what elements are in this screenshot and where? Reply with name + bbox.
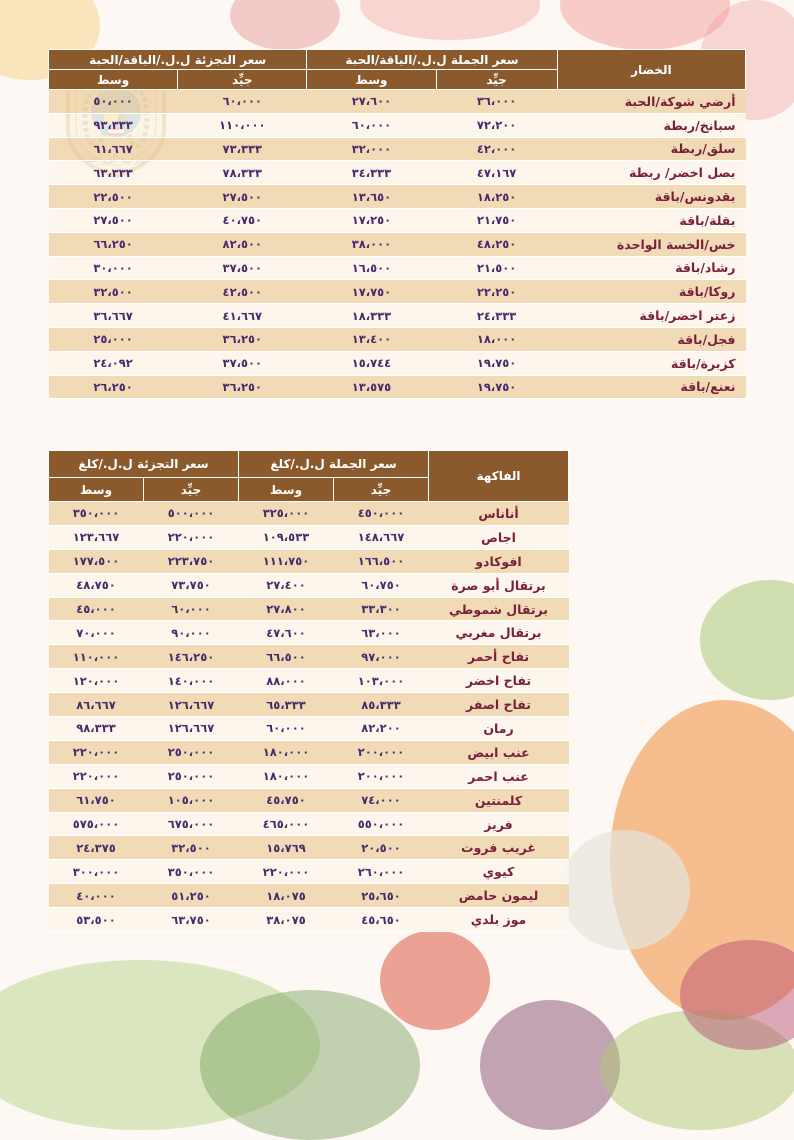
wholesale-good-price: ١٩،٧٥٠ (436, 375, 557, 399)
retail-avg-price: ١٢٣،٦٦٧ (49, 525, 144, 549)
wholesale-good-price: ٣٣،٣٠٠ (334, 597, 429, 621)
table-row (49, 788, 569, 812)
table-row (49, 884, 569, 908)
item-name: موز بلدي (429, 908, 569, 932)
table-row (49, 113, 746, 137)
retail-good-price: ٣٦،٢٥٠ (178, 375, 307, 399)
retail-good-price: ٢٥٠،٠٠٠ (144, 764, 239, 788)
wholesale-avg-price: ١٧،٧٥٠ (307, 280, 436, 304)
table-row (49, 137, 746, 161)
table-row (49, 90, 746, 114)
item-name: أناناس (429, 502, 569, 526)
table-row (49, 645, 569, 669)
item-name: تفاح اخضر (429, 669, 569, 693)
item-name: افوكادو (429, 549, 569, 573)
table-row (49, 812, 569, 836)
item-name: تفاح اصفر (429, 693, 569, 717)
wholesale-good-price: ٩٧،٠٠٠ (334, 645, 429, 669)
item-name: برتقال مغربي (429, 621, 569, 645)
retail-good-price: ٣٢،٥٠٠ (144, 836, 239, 860)
item-name: بقلة/باقة (557, 208, 745, 232)
table-row (49, 525, 569, 549)
table-row (49, 693, 569, 717)
wholesale-good-price: ٢٠٠،٠٠٠ (334, 740, 429, 764)
retail-good-price: ٧٣،٧٥٠ (144, 573, 239, 597)
wholesale-good-price: ٤٥٠،٠٠٠ (334, 502, 429, 526)
wholesale-avg-price: ١٧،٢٥٠ (307, 208, 436, 232)
veg-header-retail-avg: وسط (49, 70, 178, 90)
retail-good-price: ٣٦،٢٥٠ (178, 327, 307, 351)
table-row (49, 208, 746, 232)
wholesale-avg-price: ٢٢٠،٠٠٠ (239, 860, 334, 884)
retail-avg-price: ٢٥،٠٠٠ (49, 327, 178, 351)
table-row (49, 502, 569, 526)
table-row (49, 836, 569, 860)
table-row (49, 256, 746, 280)
table-row (49, 351, 746, 375)
fruits-price-table (48, 450, 569, 932)
retail-avg-price: ٦١،٧٥٠ (49, 788, 144, 812)
retail-good-price: ٨٢،٥٠٠ (178, 232, 307, 256)
table-row (49, 549, 569, 573)
vegetables-price-table (48, 49, 746, 399)
fruit-header-retail-avg: وسط (49, 478, 144, 502)
retail-avg-price: ٢٢،٥٠٠ (49, 185, 178, 209)
wholesale-good-price: ٢١،٧٥٠ (436, 208, 557, 232)
wholesale-good-price: ٣٦،٠٠٠ (436, 90, 557, 114)
wholesale-avg-price: ١٣،٥٧٥ (307, 375, 436, 399)
item-name: زعتر اخضر/باقة (557, 304, 745, 328)
table-row (49, 621, 569, 645)
item-name: كزبرة/باقة (557, 351, 745, 375)
retail-good-price: ٣٧،٥٠٠ (178, 256, 307, 280)
item-name: تفاح أحمر (429, 645, 569, 669)
wholesale-avg-price: ٦٦،٥٠٠ (239, 645, 334, 669)
wholesale-avg-price: ٣٨،٠٧٥ (239, 908, 334, 932)
wholesale-avg-price: ٦٠،٠٠٠ (239, 717, 334, 741)
wholesale-good-price: ٢٥،٦٥٠ (334, 884, 429, 908)
table-row (49, 304, 746, 328)
veg-header-wholesale-avg: وسط (307, 70, 436, 90)
retail-avg-price: ٢٤،٠٩٢ (49, 351, 178, 375)
item-name: سلق/ربطة (557, 137, 745, 161)
retail-avg-price: ٣٦،٦٦٧ (49, 304, 178, 328)
wholesale-avg-price: ١٨٠،٠٠٠ (239, 764, 334, 788)
wholesale-good-price: ٤٢،٠٠٠ (436, 137, 557, 161)
wholesale-good-price: ٢٦٠،٠٠٠ (334, 860, 429, 884)
wholesale-avg-price: ١٣،٤٠٠ (307, 327, 436, 351)
retail-good-price: ١٤٦،٢٥٠ (144, 645, 239, 669)
retail-avg-price: ٢٧،٥٠٠ (49, 208, 178, 232)
retail-good-price: ١٢٦،٦٦٧ (144, 717, 239, 741)
table-row (49, 161, 746, 185)
wholesale-avg-price: ٤٧،٦٠٠ (239, 621, 334, 645)
table-row (49, 669, 569, 693)
retail-avg-price: ٣٠٠،٠٠٠ (49, 860, 144, 884)
retail-avg-price: ٤٠،٠٠٠ (49, 884, 144, 908)
wholesale-avg-price: ١٨،٠٧٥ (239, 884, 334, 908)
wholesale-avg-price: ٣٢،٠٠٠ (307, 137, 436, 161)
retail-good-price: ٦٧٥،٠٠٠ (144, 812, 239, 836)
fruit-header-retail-good: جيِّد (144, 478, 239, 502)
retail-good-price: ٦٣،٧٥٠ (144, 908, 239, 932)
wholesale-good-price: ٢٤،٣٣٣ (436, 304, 557, 328)
retail-good-price: ٧٣،٣٣٣ (178, 137, 307, 161)
item-name: أرضي شوكة/الحبة (557, 90, 745, 114)
table-row (49, 597, 569, 621)
item-name: بقدونس/باقة (557, 185, 745, 209)
retail-good-price: ٥٠٠،٠٠٠ (144, 502, 239, 526)
fruit-header-retail: سعر التجزئة ل.ل./كلغ (49, 451, 239, 478)
retail-good-price: ٢٢٣،٧٥٠ (144, 549, 239, 573)
retail-avg-price: ٣٥٠،٠٠٠ (49, 502, 144, 526)
table-row (49, 185, 746, 209)
wholesale-avg-price: ٣٤،٣٣٣ (307, 161, 436, 185)
retail-avg-price: ٢٦،٢٥٠ (49, 375, 178, 399)
wholesale-good-price: ٦٠،٧٥٠ (334, 573, 429, 597)
veg-header-wholesale-good: جيِّد (436, 70, 557, 90)
item-name: برتقال أبو صرة (429, 573, 569, 597)
table-row (49, 717, 569, 741)
item-name: خس/الخسة الواحدة (557, 232, 745, 256)
retail-avg-price: ١٢٠،٠٠٠ (49, 669, 144, 693)
item-name: روكا/باقة (557, 280, 745, 304)
wholesale-avg-price: ١٣،٦٥٠ (307, 185, 436, 209)
table-row (49, 232, 746, 256)
retail-avg-price: ٤٨،٧٥٠ (49, 573, 144, 597)
retail-good-price: ٣٥٠،٠٠٠ (144, 860, 239, 884)
item-name: بصل اخضر/ ربطة (557, 161, 745, 185)
retail-good-price: ١١٠،٠٠٠ (178, 113, 307, 137)
wholesale-good-price: ٨٥،٣٣٣ (334, 693, 429, 717)
retail-avg-price: ٧٠،٠٠٠ (49, 621, 144, 645)
retail-good-price: ٥١،٢٥٠ (144, 884, 239, 908)
retail-good-price: ٢٥٠،٠٠٠ (144, 740, 239, 764)
retail-good-price: ٦٠،٠٠٠ (144, 597, 239, 621)
wholesale-good-price: ٤٥،٦٥٠ (334, 908, 429, 932)
veg-header-wholesale: سعر الجملة ل.ل./الباقة/الحبة (307, 50, 557, 70)
retail-avg-price: ٥٧٥،٠٠٠ (49, 812, 144, 836)
retail-good-price: ٤٠،٧٥٠ (178, 208, 307, 232)
wholesale-good-price: ٢٢،٢٥٠ (436, 280, 557, 304)
retail-avg-price: ٣٢،٥٠٠ (49, 280, 178, 304)
retail-good-price: ٢٢٠،٠٠٠ (144, 525, 239, 549)
table-row (49, 764, 569, 788)
retail-avg-price: ٦٣،٣٣٣ (49, 161, 178, 185)
item-name: نعنع/باقة (557, 375, 745, 399)
item-name: كيوي (429, 860, 569, 884)
wholesale-avg-price: ٦٠،٠٠٠ (307, 113, 436, 137)
retail-good-price: ٩٠،٠٠٠ (144, 621, 239, 645)
item-name: برتقال شموطي (429, 597, 569, 621)
wholesale-avg-price: ٢٧،٨٠٠ (239, 597, 334, 621)
wholesale-good-price: ٢٠٠،٠٠٠ (334, 764, 429, 788)
wholesale-avg-price: ١٥،٧٦٩ (239, 836, 334, 860)
item-name: كلمنتين (429, 788, 569, 812)
wholesale-avg-price: ٢٧،٦٠٠ (307, 90, 436, 114)
wholesale-avg-price: ٨٨،٠٠٠ (239, 669, 334, 693)
retail-good-price: ٦٠،٠٠٠ (178, 90, 307, 114)
wholesale-good-price: ٨٢،٢٠٠ (334, 717, 429, 741)
retail-good-price: ١٠٥،٠٠٠ (144, 788, 239, 812)
item-name: فجل/باقة (557, 327, 745, 351)
retail-avg-price: ١٧٧،٥٠٠ (49, 549, 144, 573)
fruit-header-wholesale: سعر الجملة ل.ل./كلغ (239, 451, 429, 478)
wholesale-avg-price: ٣٨،٠٠٠ (307, 232, 436, 256)
wholesale-good-price: ٢١،٥٠٠ (436, 256, 557, 280)
wholesale-good-price: ٤٧،١٦٧ (436, 161, 557, 185)
fruit-header-wholesale-avg: وسط (239, 478, 334, 502)
retail-good-price: ٤١،٦٦٧ (178, 304, 307, 328)
wholesale-avg-price: ٤٥،٧٥٠ (239, 788, 334, 812)
wholesale-good-price: ١٠٣،٠٠٠ (334, 669, 429, 693)
wholesale-avg-price: ٤٦٥،٠٠٠ (239, 812, 334, 836)
wholesale-good-price: ٧٤،٠٠٠ (334, 788, 429, 812)
retail-good-price: ١٤٠،٠٠٠ (144, 669, 239, 693)
retail-avg-price: ١١٠،٠٠٠ (49, 645, 144, 669)
wholesale-good-price: ١٤٨،٦٦٧ (334, 525, 429, 549)
item-name: ليمون حامض (429, 884, 569, 908)
item-name: عنب ابيض (429, 740, 569, 764)
table-row (49, 573, 569, 597)
item-name: اجاص (429, 525, 569, 549)
wholesale-avg-price: ١٨،٣٣٣ (307, 304, 436, 328)
retail-good-price: ٧٨،٣٣٣ (178, 161, 307, 185)
veg-header-retail-good: جيِّد (178, 70, 307, 90)
wholesale-avg-price: ١٠٩،٥٣٣ (239, 525, 334, 549)
wholesale-good-price: ١٨،٠٠٠ (436, 327, 557, 351)
retail-avg-price: ٩٨،٣٣٣ (49, 717, 144, 741)
wholesale-avg-price: ١٦،٥٠٠ (307, 256, 436, 280)
retail-avg-price: ٢٤،٣٧٥ (49, 836, 144, 860)
retail-avg-price: ٥٠،٠٠٠ (49, 90, 178, 114)
wholesale-good-price: ١٦٦،٥٠٠ (334, 549, 429, 573)
item-name: عنب احمر (429, 764, 569, 788)
retail-good-price: ١٢٦،٦٦٧ (144, 693, 239, 717)
table-row (49, 908, 569, 932)
item-name: سبانخ/ربطة (557, 113, 745, 137)
wholesale-avg-price: ١٨٠،٠٠٠ (239, 740, 334, 764)
veg-header-item: الخضار (557, 50, 745, 90)
retail-avg-price: ٢٢٠،٠٠٠ (49, 764, 144, 788)
table-row (49, 375, 746, 399)
retail-good-price: ٣٧،٥٠٠ (178, 351, 307, 375)
item-name: رمان (429, 717, 569, 741)
wholesale-avg-price: ١٥،٧٤٤ (307, 351, 436, 375)
retail-avg-price: ٤٥،٠٠٠ (49, 597, 144, 621)
table-row (49, 327, 746, 351)
wholesale-avg-price: ١١١،٧٥٠ (239, 549, 334, 573)
wholesale-good-price: ٥٥٠،٠٠٠ (334, 812, 429, 836)
retail-avg-price: ٨٦،٦٦٧ (49, 693, 144, 717)
wholesale-avg-price: ٦٥،٣٣٣ (239, 693, 334, 717)
retail-avg-price: ٣٠،٠٠٠ (49, 256, 178, 280)
table-row (49, 280, 746, 304)
table-row (49, 860, 569, 884)
veg-header-retail: سعر التجزئة ل.ل./الباقة/الحبة (49, 50, 307, 70)
item-name: رشاد/باقة (557, 256, 745, 280)
retail-avg-price: ٥٣،٥٠٠ (49, 908, 144, 932)
wholesale-good-price: ١٩،٧٥٠ (436, 351, 557, 375)
wholesale-good-price: ٤٨،٢٥٠ (436, 232, 557, 256)
retail-avg-price: ٩٣،٣٣٣ (49, 113, 178, 137)
wholesale-good-price: ٦٣،٠٠٠ (334, 621, 429, 645)
retail-good-price: ٢٧،٥٠٠ (178, 185, 307, 209)
fruit-header-wholesale-good: جيِّد (334, 478, 429, 502)
item-name: فريز (429, 812, 569, 836)
wholesale-avg-price: ٣٢٥،٠٠٠ (239, 502, 334, 526)
retail-avg-price: ٢٢٠،٠٠٠ (49, 740, 144, 764)
wholesale-good-price: ٧٢،٢٠٠ (436, 113, 557, 137)
retail-good-price: ٤٢،٥٠٠ (178, 280, 307, 304)
fruit-header-item: الفاكهة (429, 451, 569, 502)
wholesale-avg-price: ٢٧،٤٠٠ (239, 573, 334, 597)
table-row (49, 740, 569, 764)
retail-avg-price: ٦٦،٢٥٠ (49, 232, 178, 256)
item-name: غريب فروت (429, 836, 569, 860)
wholesale-good-price: ٢٠،٥٠٠ (334, 836, 429, 860)
retail-avg-price: ٦١،٦٦٧ (49, 137, 178, 161)
wholesale-good-price: ١٨،٢٥٠ (436, 185, 557, 209)
